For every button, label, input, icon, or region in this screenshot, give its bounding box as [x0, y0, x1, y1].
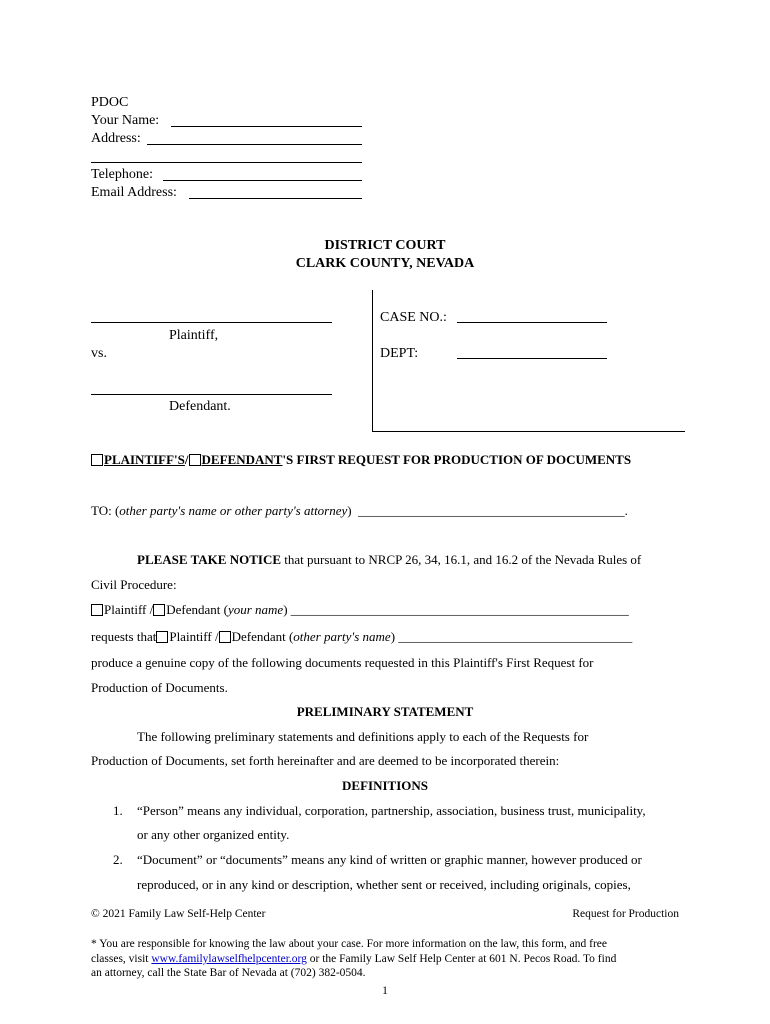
filer-name-blank[interactable]: ) ____________________________________________________ — [283, 602, 629, 617]
title-slash: / — [184, 452, 189, 467]
dept-label: DEPT: — [380, 346, 419, 361]
filer-defendant-checkbox[interactable] — [153, 604, 165, 616]
to-suffix: ) — [347, 503, 352, 518]
notice-bold: PLEASE TAKE NOTICE — [137, 552, 282, 567]
case-no-label: CASE NO.: — [380, 310, 447, 325]
title-plaintiff-checkbox[interactable] — [91, 454, 103, 466]
filer-plaintiff-label: Plaintiff / — [104, 602, 154, 617]
definition-1-number: 1. — [113, 803, 123, 818]
notice-line-4 — [91, 628, 632, 645]
family-law-website-link[interactable]: www.familylawselfhelpcenter.org — [151, 953, 307, 965]
email-label: Email Address: — [91, 185, 177, 200]
to-prefix: TO: ( — [91, 503, 120, 518]
dept-field[interactable] — [457, 357, 607, 359]
other-plaintiff-label: Plaintiff / — [169, 629, 219, 644]
plaintiff-name-field[interactable] — [91, 321, 332, 323]
page-number: 1 — [382, 985, 388, 997]
address-label: Address: — [91, 131, 141, 146]
title-plaintiff-word: PLAINTIFF'S — [104, 452, 185, 467]
notice-line-3 — [91, 601, 629, 618]
vs-label: vs. — [91, 346, 107, 361]
document-title — [91, 451, 631, 468]
notice-line-5: produce a genuine copy of the following documents requested in this Plaintiff's First Request for — [91, 655, 594, 670]
caption-divider-horizontal — [372, 431, 685, 432]
requests-that-label: requests that — [91, 629, 157, 644]
to-blank[interactable]: _________________________________________. — [358, 503, 628, 518]
other-defendant-checkbox[interactable] — [219, 631, 231, 643]
definition-2-number: 2. — [113, 852, 123, 867]
court-county: CLARK COUNTY, NEVADA — [295, 256, 475, 271]
notice-line-1 — [137, 551, 641, 568]
defendant-label: Defendant. — [169, 399, 231, 414]
defendant-name-field[interactable] — [91, 393, 332, 395]
footer-form-name: Request for Production — [572, 908, 679, 920]
preliminary-line-1: The following preliminary statements and definitions apply to each of the Requests for — [137, 729, 589, 744]
notice-line-6: Production of Documents. — [91, 680, 228, 695]
filer-italic: your name — [227, 602, 284, 617]
title-rest: 'S FIRST REQUEST FOR PRODUCTION OF DOCUMENTS — [282, 452, 632, 467]
to-italic: other party's name or other party's attorney — [119, 503, 348, 518]
preliminary-line-2: Production of Documents, set forth hereinafter and are deemed to be incorporated therein: — [91, 753, 560, 768]
other-italic: other party's name — [293, 629, 391, 644]
other-name-blank[interactable]: ) ____________________________________ — [390, 629, 633, 644]
notice-line-2: Civil Procedure: — [91, 577, 177, 592]
footer-note-line-1: * You are responsible for knowing the law about your case. For more information on the law, this form, and free — [91, 938, 607, 950]
telephone-label: Telephone: — [91, 167, 153, 182]
your-name-field[interactable] — [171, 125, 362, 127]
plaintiff-label: Plaintiff, — [169, 328, 219, 343]
definition-2-line-2: reproduced, or in any kind or description, whether sent or received, including originals, copies, — [137, 877, 631, 892]
footer-note-suffix: or the Family Law Self Help Center at 601 N. Pecos Road. To find — [306, 953, 617, 965]
to-line — [91, 502, 628, 519]
definition-1-line-2: or any other organized entity. — [137, 827, 290, 842]
address-field-line1[interactable] — [147, 143, 362, 145]
your-name-label: Your Name: — [91, 113, 160, 128]
telephone-field[interactable] — [163, 179, 362, 181]
definition-1-line-1: “Person” means any individual, corporation, partnership, association, business trust, municipality, — [137, 803, 646, 818]
notice-rest: that pursuant to NRCP 26, 34, 16.1, and 16.2 of the Nevada Rules of — [281, 552, 642, 567]
address-field-line2[interactable] — [91, 161, 362, 163]
footer-copyright: © 2021 Family Law Self-Help Center — [91, 908, 266, 920]
footer-note-line-3: an attorney, call the State Bar of Nevada at (702) 382-0504. — [91, 967, 366, 979]
title-defendant-word: DEFENDANT — [201, 452, 283, 467]
other-plaintiff-checkbox[interactable] — [156, 631, 168, 643]
other-defendant-label: Defendant ( — [231, 629, 294, 644]
filer-plaintiff-checkbox[interactable] — [91, 604, 103, 616]
filer-defendant-label: Defendant ( — [166, 602, 228, 617]
footer-note-line-2 — [91, 952, 616, 967]
definition-2-line-1: “Document” or “documents” means any kind of written or graphic manner, however produced or — [137, 852, 642, 867]
footer-note-prefix: classes, visit — [91, 953, 152, 965]
court-name: DISTRICT COURT — [324, 238, 446, 253]
org-label: PDOC — [91, 95, 129, 110]
definitions-heading: DEFINITIONS — [342, 778, 428, 793]
email-field[interactable] — [189, 197, 362, 199]
title-defendant-checkbox[interactable] — [189, 454, 201, 466]
preliminary-heading: PRELIMINARY STATEMENT — [296, 704, 474, 719]
caption-divider-vertical — [372, 290, 373, 432]
case-no-field[interactable] — [457, 321, 607, 323]
